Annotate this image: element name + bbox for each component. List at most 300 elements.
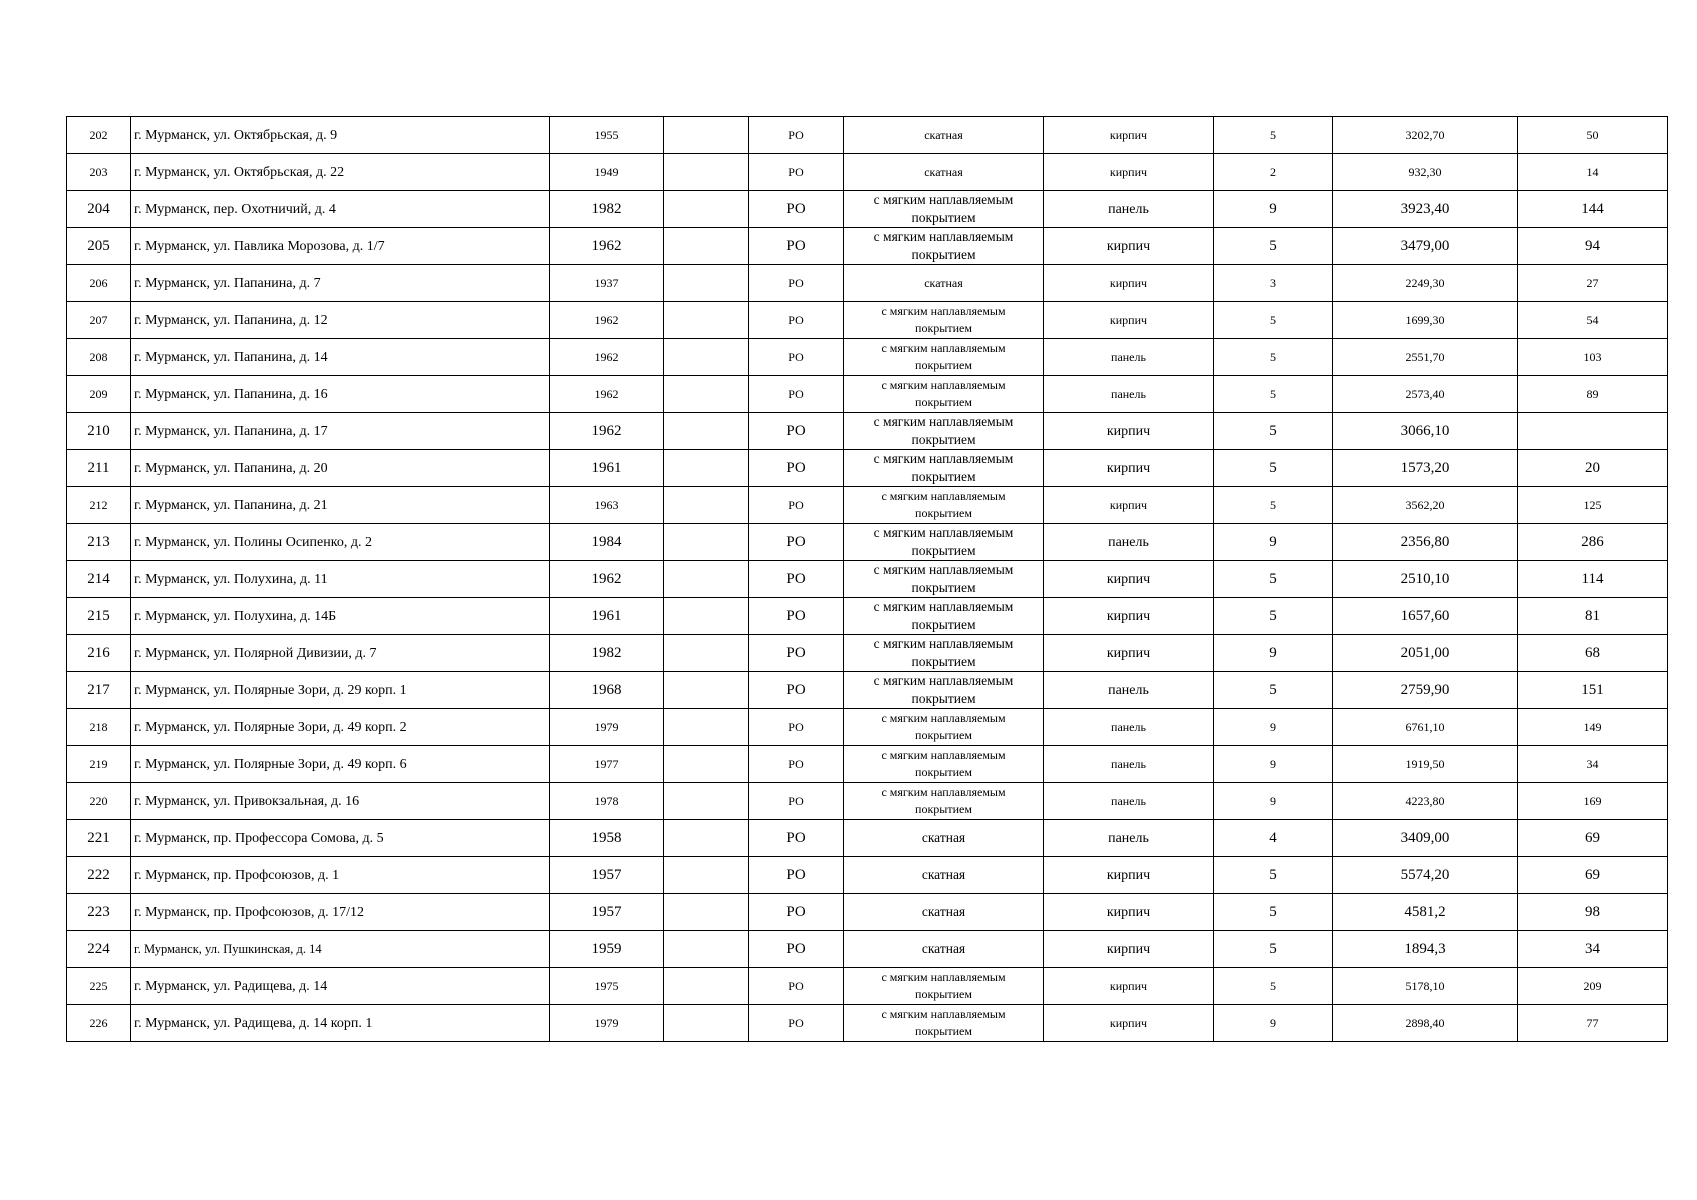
build-year-cell: 1959	[550, 931, 664, 968]
address-cell: г. Мурманск, ул. Папанина, д. 7	[131, 265, 550, 302]
build-year-cell: 1977	[550, 746, 664, 783]
roof-type-cell	[844, 228, 1044, 265]
roof-type-line: скатная	[924, 127, 963, 142]
residents-cell: 169	[1518, 783, 1668, 820]
roof-type-line: с мягким наплавляемым	[873, 451, 1014, 466]
area-cell: 3479,00	[1333, 228, 1518, 265]
address-cell: г. Мурманск, пр. Профессора Сомова, д. 5	[131, 820, 550, 857]
row-number-cell: 210	[67, 413, 131, 450]
roof-type-cell	[844, 746, 1044, 783]
area-cell: 2356,80	[1333, 524, 1518, 561]
row-number-cell: 205	[67, 228, 131, 265]
floors-cell: 2	[1214, 154, 1333, 191]
roof-type-line: скатная	[921, 867, 966, 882]
empty-cell	[664, 598, 749, 635]
table-row	[67, 746, 1668, 783]
row-number-cell: 206	[67, 265, 131, 302]
roof-type-line: с мягким наплавляемым	[873, 525, 1014, 540]
address-cell: г. Мурманск, ул. Полярные Зори, д. 29 корп. 1	[131, 672, 550, 709]
row-number-cell: 219	[67, 746, 131, 783]
address-cell: г. Мурманск, ул. Папанина, д. 20	[131, 450, 550, 487]
floors-cell: 9	[1214, 1005, 1333, 1042]
roof-type-line: покрытием	[911, 469, 976, 484]
address-cell: г. Мурманск, ул. Полухина, д. 11	[131, 561, 550, 598]
wall-material-cell: панель	[1044, 191, 1214, 228]
wall-material-cell: панель	[1044, 820, 1214, 857]
roof-type-cell	[844, 154, 1044, 191]
build-year-cell: 1984	[550, 524, 664, 561]
address-cell: г. Мурманск, ул. Папанина, д. 17	[131, 413, 550, 450]
organization-cell: РО	[749, 857, 844, 894]
roof-type-cell	[844, 117, 1044, 154]
roof-type-line: покрытием	[915, 321, 972, 335]
floors-cell: 5	[1214, 487, 1333, 524]
address-cell: г. Мурманск, ул. Полины Осипенко, д. 2	[131, 524, 550, 561]
build-year-cell: 1962	[550, 228, 664, 265]
build-year-cell: 1962	[550, 413, 664, 450]
empty-cell	[664, 561, 749, 598]
table-row	[67, 857, 1668, 894]
roof-type-cell	[844, 635, 1044, 672]
residents-cell: 14	[1518, 154, 1668, 191]
row-number-cell: 214	[67, 561, 131, 598]
organization-cell: РО	[749, 339, 844, 376]
roof-type-line: с мягким наплавляемым	[873, 414, 1014, 429]
roof-type-line: скатная	[924, 164, 963, 179]
organization-cell: РО	[749, 894, 844, 931]
address-cell: г. Мурманск, ул. Папанина, д. 12	[131, 302, 550, 339]
roof-type-line: с мягким наплавляемым	[881, 341, 1006, 355]
table-body	[67, 117, 1668, 1042]
roof-type-cell	[844, 265, 1044, 302]
roof-type-cell	[844, 450, 1044, 487]
housing-registry-table	[66, 116, 1668, 1042]
roof-type-line: покрытием	[911, 691, 976, 706]
table-row	[67, 265, 1668, 302]
build-year-cell: 1962	[550, 302, 664, 339]
empty-cell	[664, 191, 749, 228]
empty-cell	[664, 524, 749, 561]
table-row	[67, 1005, 1668, 1042]
row-number-cell: 202	[67, 117, 131, 154]
roof-type-cell	[844, 561, 1044, 598]
organization-cell: РО	[749, 820, 844, 857]
table-row	[67, 450, 1668, 487]
area-cell: 3066,10	[1333, 413, 1518, 450]
address-cell: г. Мурманск, ул. Октябрьская, д. 22	[131, 154, 550, 191]
row-number-cell: 216	[67, 635, 131, 672]
roof-type-line: с мягким наплавляемым	[873, 636, 1014, 651]
empty-cell	[664, 154, 749, 191]
roof-type-line: покрытием	[915, 802, 972, 816]
row-number-cell: 212	[67, 487, 131, 524]
row-number-cell: 204	[67, 191, 131, 228]
address-cell: г. Мурманск, пр. Профсоюзов, д. 17/12	[131, 894, 550, 931]
residents-cell: 209	[1518, 968, 1668, 1005]
floors-cell: 9	[1214, 191, 1333, 228]
residents-cell: 34	[1518, 931, 1668, 968]
wall-material-cell: кирпич	[1044, 857, 1214, 894]
row-number-cell: 223	[67, 894, 131, 931]
empty-cell	[664, 302, 749, 339]
wall-material-cell: панель	[1044, 524, 1214, 561]
wall-material-cell: кирпич	[1044, 968, 1214, 1005]
empty-cell	[664, 487, 749, 524]
empty-cell	[664, 783, 749, 820]
roof-type-cell	[844, 302, 1044, 339]
roof-type-cell	[844, 191, 1044, 228]
area-cell: 1657,60	[1333, 598, 1518, 635]
area-cell: 2051,00	[1333, 635, 1518, 672]
roof-type-line: покрытием	[915, 728, 972, 742]
area-cell: 932,30	[1333, 154, 1518, 191]
floors-cell: 9	[1214, 783, 1333, 820]
organization-cell: РО	[749, 968, 844, 1005]
organization-cell: РО	[749, 228, 844, 265]
organization-cell: РО	[749, 672, 844, 709]
roof-type-line: покрытием	[911, 543, 976, 558]
roof-type-line: скатная	[921, 941, 966, 956]
address-cell: г. Мурманск, ул. Пушкинская, д. 14	[131, 931, 550, 968]
build-year-cell: 1962	[550, 376, 664, 413]
row-number-cell: 220	[67, 783, 131, 820]
table-row	[67, 598, 1668, 635]
floors-cell: 5	[1214, 450, 1333, 487]
roof-type-cell	[844, 968, 1044, 1005]
residents-cell: 50	[1518, 117, 1668, 154]
floors-cell: 5	[1214, 117, 1333, 154]
floors-cell: 9	[1214, 635, 1333, 672]
row-number-cell: 217	[67, 672, 131, 709]
row-number-cell: 226	[67, 1005, 131, 1042]
table-row	[67, 709, 1668, 746]
wall-material-cell: панель	[1044, 746, 1214, 783]
residents-cell: 69	[1518, 857, 1668, 894]
wall-material-cell: панель	[1044, 672, 1214, 709]
build-year-cell: 1937	[550, 265, 664, 302]
residents-cell: 20	[1518, 450, 1668, 487]
build-year-cell: 1982	[550, 191, 664, 228]
build-year-cell: 1979	[550, 709, 664, 746]
area-cell: 3409,00	[1333, 820, 1518, 857]
wall-material-cell: кирпич	[1044, 598, 1214, 635]
roof-type-cell	[844, 339, 1044, 376]
floors-cell: 5	[1214, 672, 1333, 709]
organization-cell: РО	[749, 117, 844, 154]
empty-cell	[664, 931, 749, 968]
organization-cell: РО	[749, 1005, 844, 1042]
row-number-cell: 208	[67, 339, 131, 376]
roof-type-cell	[844, 376, 1044, 413]
table-row	[67, 635, 1668, 672]
build-year-cell: 1961	[550, 598, 664, 635]
empty-cell	[664, 450, 749, 487]
area-cell: 6761,10	[1333, 709, 1518, 746]
wall-material-cell: кирпич	[1044, 228, 1214, 265]
area-cell: 5574,20	[1333, 857, 1518, 894]
address-cell: г. Мурманск, пр. Профсоюзов, д. 1	[131, 857, 550, 894]
row-number-cell: 225	[67, 968, 131, 1005]
area-cell: 2510,10	[1333, 561, 1518, 598]
area-cell: 5178,10	[1333, 968, 1518, 1005]
table-row	[67, 820, 1668, 857]
table-row	[67, 561, 1668, 598]
organization-cell: РО	[749, 709, 844, 746]
roof-type-line: с мягким наплавляемым	[881, 304, 1006, 318]
roof-type-cell	[844, 524, 1044, 561]
residents-cell: 77	[1518, 1005, 1668, 1042]
residents-cell: 89	[1518, 376, 1668, 413]
roof-type-cell	[844, 598, 1044, 635]
empty-cell	[664, 265, 749, 302]
row-number-cell: 218	[67, 709, 131, 746]
table-row	[67, 117, 1668, 154]
floors-cell: 5	[1214, 561, 1333, 598]
build-year-cell: 1979	[550, 1005, 664, 1042]
roof-type-line: покрытием	[911, 432, 976, 447]
empty-cell	[664, 413, 749, 450]
empty-cell	[664, 339, 749, 376]
roof-type-line: покрытием	[915, 765, 972, 779]
roof-type-line: покрытием	[915, 1024, 972, 1038]
row-number-cell: 215	[67, 598, 131, 635]
address-cell: г. Мурманск, ул. Полярные Зори, д. 49 корп. 6	[131, 746, 550, 783]
wall-material-cell: кирпич	[1044, 265, 1214, 302]
floors-cell: 5	[1214, 894, 1333, 931]
floors-cell: 5	[1214, 302, 1333, 339]
empty-cell	[664, 709, 749, 746]
floors-cell: 5	[1214, 339, 1333, 376]
roof-type-cell	[844, 783, 1044, 820]
build-year-cell: 1968	[550, 672, 664, 709]
address-cell: г. Мурманск, ул. Привокзальная, д. 16	[131, 783, 550, 820]
organization-cell: РО	[749, 302, 844, 339]
row-number-cell: 224	[67, 931, 131, 968]
organization-cell: РО	[749, 154, 844, 191]
wall-material-cell: панель	[1044, 783, 1214, 820]
roof-type-cell	[844, 487, 1044, 524]
roof-type-line: с мягким наплавляемым	[881, 378, 1006, 392]
table-row	[67, 672, 1668, 709]
residents-cell: 286	[1518, 524, 1668, 561]
floors-cell: 5	[1214, 413, 1333, 450]
build-year-cell: 1962	[550, 561, 664, 598]
build-year-cell: 1982	[550, 635, 664, 672]
address-cell: г. Мурманск, пер. Охотничий, д. 4	[131, 191, 550, 228]
organization-cell: РО	[749, 635, 844, 672]
roof-type-line: покрытием	[911, 580, 976, 595]
wall-material-cell: кирпич	[1044, 117, 1214, 154]
residents-cell: 103	[1518, 339, 1668, 376]
roof-type-line: с мягким наплавляемым	[881, 489, 1006, 503]
wall-material-cell: кирпич	[1044, 302, 1214, 339]
roof-type-cell	[844, 413, 1044, 450]
roof-type-line: покрытием	[915, 506, 972, 520]
area-cell: 2551,70	[1333, 339, 1518, 376]
roof-type-cell	[844, 709, 1044, 746]
wall-material-cell: панель	[1044, 339, 1214, 376]
roof-type-line: скатная	[921, 830, 966, 845]
row-number-cell: 213	[67, 524, 131, 561]
table-row	[67, 376, 1668, 413]
floors-cell: 9	[1214, 709, 1333, 746]
organization-cell: РО	[749, 598, 844, 635]
address-cell: г. Мурманск, ул. Павлика Морозова, д. 1/7	[131, 228, 550, 265]
roof-type-line: с мягким наплавляемым	[873, 562, 1014, 577]
table-row	[67, 487, 1668, 524]
row-number-cell: 209	[67, 376, 131, 413]
table-row	[67, 894, 1668, 931]
roof-type-cell	[844, 857, 1044, 894]
residents-cell: 114	[1518, 561, 1668, 598]
floors-cell: 4	[1214, 820, 1333, 857]
floors-cell: 5	[1214, 857, 1333, 894]
area-cell: 3923,40	[1333, 191, 1518, 228]
roof-type-line: покрытием	[911, 654, 976, 669]
residents-cell: 151	[1518, 672, 1668, 709]
table-row	[67, 783, 1668, 820]
table-row	[67, 302, 1668, 339]
wall-material-cell: кирпич	[1044, 413, 1214, 450]
build-year-cell: 1955	[550, 117, 664, 154]
wall-material-cell: кирпич	[1044, 450, 1214, 487]
residents-cell: 94	[1518, 228, 1668, 265]
table-row	[67, 524, 1668, 561]
roof-type-line: с мягким наплавляемым	[881, 1007, 1006, 1021]
empty-cell	[664, 894, 749, 931]
roof-type-line: с мягким наплавляемым	[873, 599, 1014, 614]
organization-cell: РО	[749, 376, 844, 413]
floors-cell: 3	[1214, 265, 1333, 302]
organization-cell: РО	[749, 191, 844, 228]
organization-cell: РО	[749, 265, 844, 302]
floors-cell: 5	[1214, 598, 1333, 635]
build-year-cell: 1957	[550, 857, 664, 894]
address-cell: г. Мурманск, ул. Полярные Зори, д. 49 корп. 2	[131, 709, 550, 746]
roof-type-cell	[844, 931, 1044, 968]
organization-cell: РО	[749, 487, 844, 524]
empty-cell	[664, 1005, 749, 1042]
row-number-cell: 221	[67, 820, 131, 857]
area-cell: 2898,40	[1333, 1005, 1518, 1042]
empty-cell	[664, 968, 749, 1005]
row-number-cell: 222	[67, 857, 131, 894]
area-cell: 4581,2	[1333, 894, 1518, 931]
residents-cell: 81	[1518, 598, 1668, 635]
address-cell: г. Мурманск, ул. Радищева, д. 14	[131, 968, 550, 1005]
empty-cell	[664, 672, 749, 709]
roof-type-line: покрытием	[915, 987, 972, 1001]
area-cell: 3562,20	[1333, 487, 1518, 524]
floors-cell: 5	[1214, 968, 1333, 1005]
roof-type-line: покрытием	[911, 617, 976, 632]
area-cell: 2759,90	[1333, 672, 1518, 709]
residents-cell: 149	[1518, 709, 1668, 746]
roof-type-line: с мягким наплавляемым	[873, 673, 1014, 688]
table-row	[67, 968, 1668, 1005]
floors-cell: 5	[1214, 931, 1333, 968]
roof-type-cell	[844, 894, 1044, 931]
address-cell: г. Мурманск, ул. Папанина, д. 21	[131, 487, 550, 524]
table-row	[67, 191, 1668, 228]
organization-cell: РО	[749, 783, 844, 820]
wall-material-cell: кирпич	[1044, 1005, 1214, 1042]
floors-cell: 9	[1214, 524, 1333, 561]
empty-cell	[664, 117, 749, 154]
build-year-cell: 1963	[550, 487, 664, 524]
roof-type-line: с мягким наплавляемым	[881, 785, 1006, 799]
address-cell: г. Мурманск, ул. Полухина, д. 14Б	[131, 598, 550, 635]
empty-cell	[664, 746, 749, 783]
roof-type-cell	[844, 1005, 1044, 1042]
area-cell: 1573,20	[1333, 450, 1518, 487]
wall-material-cell: кирпич	[1044, 561, 1214, 598]
empty-cell	[664, 228, 749, 265]
build-year-cell: 1975	[550, 968, 664, 1005]
area-cell: 1894,3	[1333, 931, 1518, 968]
build-year-cell: 1962	[550, 339, 664, 376]
empty-cell	[664, 635, 749, 672]
residents-cell: 125	[1518, 487, 1668, 524]
area-cell: 2249,30	[1333, 265, 1518, 302]
roof-type-line: с мягким наплавляемым	[873, 229, 1014, 244]
build-year-cell: 1958	[550, 820, 664, 857]
residents-cell: 68	[1518, 635, 1668, 672]
roof-type-line: покрытием	[911, 247, 976, 262]
area-cell: 4223,80	[1333, 783, 1518, 820]
wall-material-cell: кирпич	[1044, 635, 1214, 672]
organization-cell: РО	[749, 561, 844, 598]
roof-type-line: с мягким наплавляемым	[881, 748, 1006, 762]
empty-cell	[664, 376, 749, 413]
residents-cell: 34	[1518, 746, 1668, 783]
area-cell: 1919,50	[1333, 746, 1518, 783]
roof-type-line: с мягким наплавляемым	[873, 192, 1014, 207]
address-cell: г. Мурманск, ул. Полярной Дивизии, д. 7	[131, 635, 550, 672]
wall-material-cell: кирпич	[1044, 154, 1214, 191]
organization-cell: РО	[749, 413, 844, 450]
organization-cell: РО	[749, 746, 844, 783]
roof-type-cell	[844, 672, 1044, 709]
row-number-cell: 203	[67, 154, 131, 191]
table-row	[67, 931, 1668, 968]
roof-type-line: с мягким наплавляемым	[881, 711, 1006, 725]
roof-type-line: с мягким наплавляемым	[881, 970, 1006, 984]
organization-cell: РО	[749, 524, 844, 561]
organization-cell: РО	[749, 931, 844, 968]
roof-type-line: покрытием	[915, 358, 972, 372]
roof-type-cell	[844, 820, 1044, 857]
wall-material-cell: панель	[1044, 709, 1214, 746]
area-cell: 1699,30	[1333, 302, 1518, 339]
residents-cell: 27	[1518, 265, 1668, 302]
residents-cell: 54	[1518, 302, 1668, 339]
table-row	[67, 154, 1668, 191]
table-row	[67, 413, 1668, 450]
address-cell: г. Мурманск, ул. Папанина, д. 14	[131, 339, 550, 376]
residents-cell	[1518, 413, 1668, 450]
floors-cell: 9	[1214, 746, 1333, 783]
build-year-cell: 1978	[550, 783, 664, 820]
floors-cell: 5	[1214, 228, 1333, 265]
residents-cell: 144	[1518, 191, 1668, 228]
wall-material-cell: кирпич	[1044, 931, 1214, 968]
table-row	[67, 228, 1668, 265]
table-row	[67, 339, 1668, 376]
roof-type-line: скатная	[924, 275, 963, 290]
wall-material-cell: кирпич	[1044, 894, 1214, 931]
roof-type-line: скатная	[921, 904, 966, 919]
